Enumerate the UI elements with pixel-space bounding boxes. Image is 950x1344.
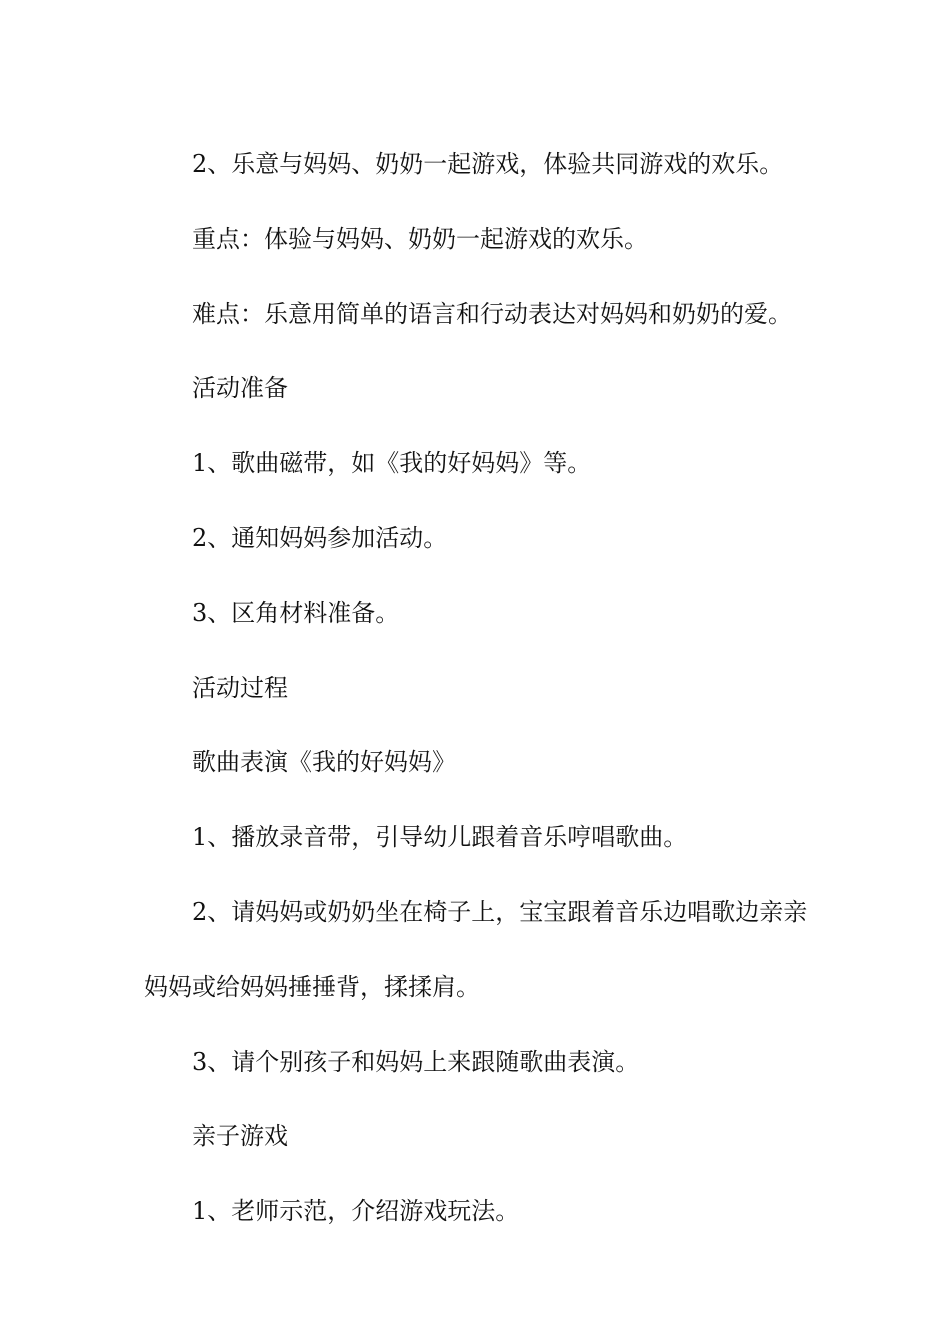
- section-heading-process: 活动过程: [192, 673, 288, 702]
- paragraph-game-1: 1、老师示范，介绍游戏玩法。: [192, 1197, 520, 1226]
- paragraph-process-3: 3、请个别孩子和妈妈上来跟随歌曲表演。: [192, 1047, 640, 1076]
- paragraph-difficulty: 难点：乐意用简单的语言和行动表达对妈妈和奶奶的爱。: [192, 299, 792, 328]
- paragraph-process-1: 1、播放录音带，引导幼儿跟着音乐哼唱歌曲。: [192, 823, 688, 852]
- paragraph-key-point: 重点：体验与妈妈、奶奶一起游戏的欢乐。: [192, 224, 648, 253]
- paragraph-prep-1: 1、歌曲磁带，如《我的好妈妈》等。: [192, 449, 592, 478]
- paragraph-goal-2: 2、乐意与妈妈、奶奶一起游戏，体验共同游戏的欢乐。: [192, 150, 784, 178]
- paragraph-prep-3: 3、区角材料准备。: [192, 598, 400, 627]
- paragraph-prep-2: 2、通知妈妈参加活动。: [192, 523, 448, 552]
- subheading-song-performance: 歌曲表演《我的好妈妈》: [192, 748, 456, 777]
- subheading-parent-child-game: 亲子游戏: [192, 1122, 288, 1151]
- paragraph-process-2: 2、请妈妈或奶奶坐在椅子上，宝宝跟着音乐边唱歌边亲亲妈妈或给妈妈捶捶背，揉揉肩。: [144, 897, 808, 1001]
- document-body: [144, 127, 814, 1249]
- section-heading-preparation: 活动准备: [192, 374, 288, 403]
